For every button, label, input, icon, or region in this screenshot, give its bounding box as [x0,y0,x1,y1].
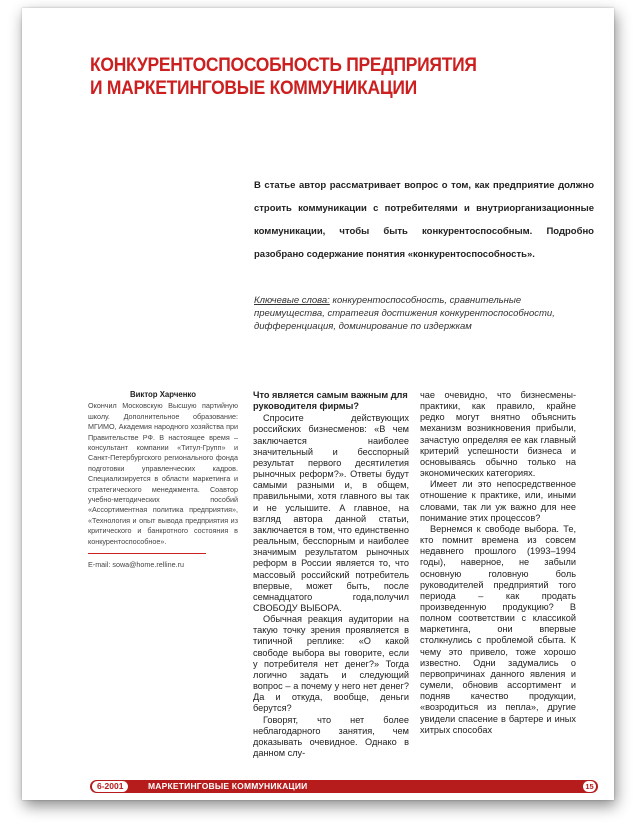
paragraph: Обычная реакция аудитории на такую точку зрения проявляется в типичной реплике: «О какой свободе выбора вы говорите, если у потребителя нет денег?» Тогда логично задать и следующий вопрос – а почему у него нет денег? Да и откуда, вообще, деньги берутся? [253,614,409,714]
author-sidebar [88,390,238,571]
author-bio: Окончил Московскую Высшую партийную школу. Дополнительное образование: МГИМО, Академия народного хозяйства при Правительстве РФ. В настоящее время – консультант компании «Титул-Групп» и Санкт-Петербургского регионального фонда подготовки управленческих кадров. Специализируется в области маркетинга и стратегического менеджмента. Соавтор учебно-методических пособий «Ассортиментная политика предприятия», «Технология и опыт вывода предприятия из критического и банкротного состояния в конкурентоспособное». [88,401,238,546]
article-title [90,54,513,100]
paragraph: Вернемся к свободе выбора. Те, кто помнит времена из совсем недавнего прошлого (1993–1994 годы), наверное, не забыли основную головную боль руководителей предприятий того периода – как продать произведенную продукцию? В полном соответствии с классикой маркетинга, они впервые столкнулись с проблемой сбыта. К чему это привело, тоже хорошо известно. Одни задумались о первопричинах данного явления и сумели, обновив ассортимент и подняв качество продукции, «возродиться из пепла», другие увидели спасение в бартере и иных хитрых способах [420,523,576,735]
title-line-2: И МАРКЕТИНГОВЫЕ КОММУНИКАЦИИ [90,78,417,99]
journal-page [22,8,614,800]
author-name: Виктор Харченко [130,390,196,399]
author-divider [88,553,206,554]
section-heading: Что является самым важным для руководителя фирмы? [253,390,408,412]
keywords-block [254,294,594,333]
body-column-1 [253,390,409,759]
magazine-name: МАРКЕТИНГОВЫЕ КОММУНИКАЦИИ [148,781,308,791]
paragraph: чае очевидно, что бизнесмены-практики, как правило, крайне редко могут внятно объяснить механизм возникновения прибыли, зачастую определяя ее как главный критерий успешности бизнеса и основываясь обычно только на экономических категориях. [420,390,576,479]
issue-number: 6-2001 [92,781,128,792]
title-line-1: КОНКУРЕНТОСПОСОБНОСТЬ ПРЕДПРИЯТИЯ [90,55,477,76]
keywords-text: конкурентоспособность, сравнительные преимущества, стратегия достижения конкурентоспособности, дифференциация, доминирование по издержкам [254,295,555,332]
paragraph: Спросите действующих российских бизнесменов: «В чем заключается наиболее значительный и бесспорный результат первого десятилетия рыночных реформ?». Ответы будут самыми разными и, в общем, правильными, хотя главного вы так и не услышите. А главное, на взгляд автора данной статьи, заключается в том, что единственно реальным, бесспорным и наиболее значимым результатом рыночных реформ в России является то, что массовый российский потребитель впервые, может быть, после семнадцатого года,получил СВОБОДУ ВЫБОРА. [253,413,409,613]
paragraph: Говорят, что нет более неблагодарного занятия, чем доказывать очевидное. Однако в данном слу- [253,714,409,758]
article-abstract: В статье автор рассматривает вопрос о том, как предприятие должно строить коммуникации с потребителями и внутриорганизационные коммуникации, чтобы быть конкурентоспособным. Подробно разобрано содержание понятия «конкурентоспособность». [254,180,594,260]
page-footer-bar [90,780,598,793]
author-email: E-mail: sowa@home.relline.ru [88,560,184,570]
paragraph: Имеет ли это непосредственное отношение к практике, или, иными словами, так ли уж важно для нее понимание этих процессов? [420,479,576,523]
page-number: 15 [583,781,596,792]
keywords-label: Ключевые слова: [254,295,330,306]
body-column-2 [420,390,576,736]
